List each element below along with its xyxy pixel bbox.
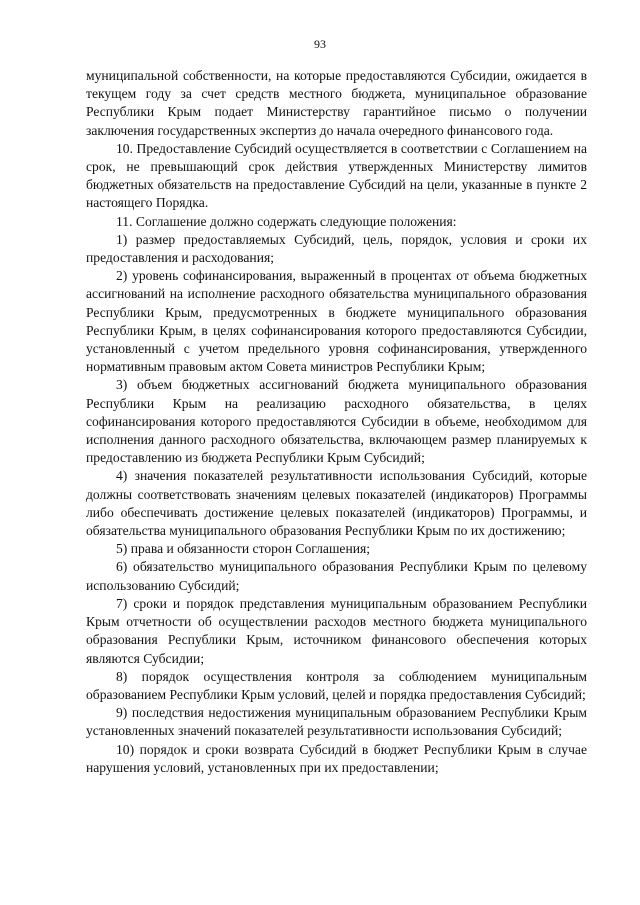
list-item-4: 4) значения показателей результативности использования Субсидий, которые должны соответствовать значениям целевых показателей (индикаторов) Программы либо обеспечивать достижение целевых показателей (индикаторов) Программы, и обязательства муниципального образования Республики Крым по их достижению; (86, 468, 587, 539)
page-number: 93 (314, 37, 326, 51)
list-item-2: 2) уровень софинансирования, выраженный в процентах от объема бюджетных ассигнований на исполнение расходного обязательства муниципального образования Республики Крым, предусмотренных в бюджете муниципального образования Республики Крым, в целях софинансирования которого предоставляются Субсидии, установленный с учетом предельного уровня софинансирования, утвержденного нормативным правовым актом Совета министров Республики Крым; (86, 268, 587, 375)
list-item-3: 3) объем бюджетных ассигнований бюджета муниципального образования Республики Крым на реализацию расходного обязательства, в целях софинансирования которого предоставляются Субсидии в объеме, необходимом для исполнения данного расходного обязательства, включающем размер планируемых к предоставлению из бюджета Республики Крым Субсидий; (86, 377, 587, 466)
list-item-10: 10) порядок и сроки возврата Субсидий в бюджет Республики Крым в случае нарушения условий, установленных при их предоставлении; (86, 741, 587, 775)
list-item-5: 5) права и обязанности сторон Соглашения; (116, 541, 371, 557)
list-item-1: 1) размер предоставляемых Субсидий, цель, порядок, условия и сроки их предоставления и расходования; (86, 231, 587, 266)
list-item-7: 7) сроки и порядок представления муниципальным образованием Республики Крым отчетности об осуществлении расходов местного бюджета муниципального образования Республики Крым, источником финансового обеспечения которых являются Субсидии; (86, 595, 587, 666)
list-item-9: 9) последствия недостижения муниципальным образованием Республики Крым установленных значений показателей результативности использования Субсидий; (86, 705, 587, 739)
document-body (86, 67, 587, 777)
paragraph-item-10: 10. Предоставление Субсидий осуществляется в соответствии с Соглашением на срок, не превышающий срок действия утвержденных Министерству лимитов бюджетных обязательств на предоставление Субсидий на цели, указанные в пункте 2 настоящего Порядка. (86, 140, 587, 211)
paragraph-continuation: муниципальной собственности, на которые предоставляются Субсидии, ожидается в текущем году за счет средств местного бюджета, муниципальное образование Республики Крым подает Министерству гарантийное письмо о получении заключения государственных экспертиз до начала очередного финансового года. (86, 68, 587, 138)
paragraph-item-11: 11. Соглашение должно содержать следующие положения: (116, 213, 457, 229)
list-item-6: 6) обязательство муниципального образования Республики Крым по целевому использованию Субсидий; (86, 559, 587, 593)
list-item-8: 8) порядок осуществления контроля за соблюдением муниципальным образованием Республики Крым условий, целей и порядка предоставления Субсидий; (86, 668, 587, 702)
